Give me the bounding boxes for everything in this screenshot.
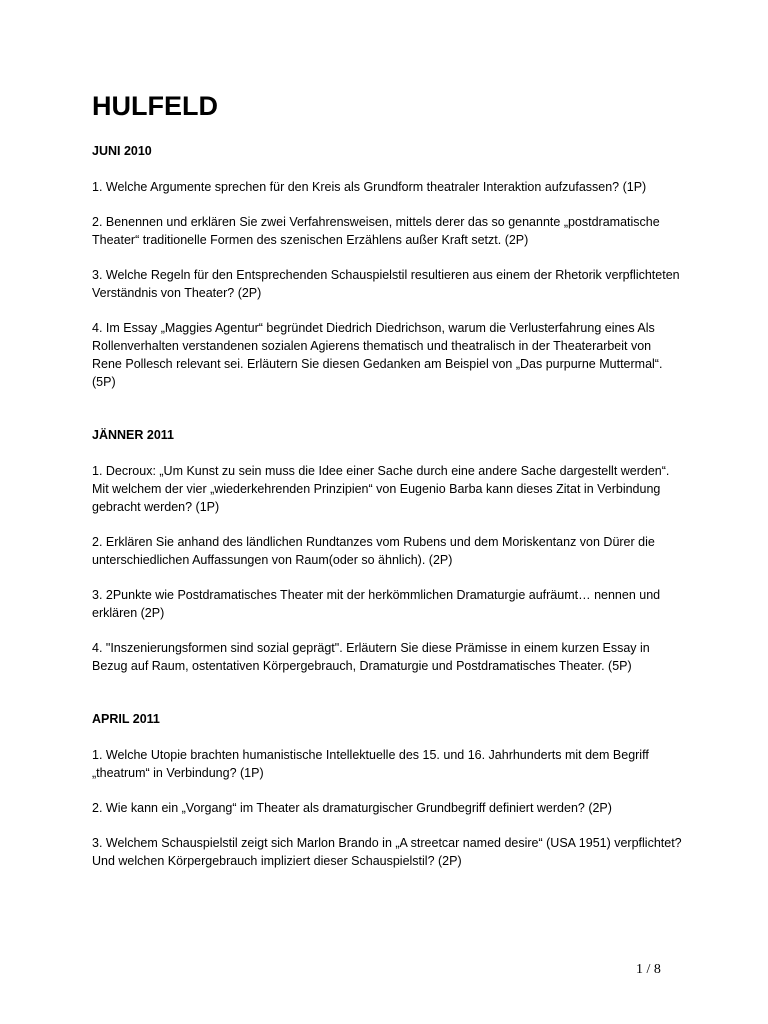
page-number: 1 / 8: [636, 962, 661, 977]
document-title: HULFELD: [92, 91, 218, 121]
question-item: 1. Welche Utopie brachten humanistische Intellektuelle des 15. und 16. Jahrhunderts mit dem Begriff „theatrum“ in Verbindung? (1P): [92, 748, 649, 780]
section-heading: JUNI 2010: [92, 144, 152, 158]
question-item: 3. 2Punkte wie Postdramatisches Theater mit der herkömmlichen Dramaturgie aufräumt… nennen und erklären (2P): [92, 588, 661, 620]
question-item: 1. Welche Argumente sprechen für den Kreis als Grundform theatraler Interaktion aufzufassen? (1P): [92, 180, 647, 194]
section-jaenner-2011: [92, 426, 682, 675]
section-heading: JÄNNER 2011: [92, 428, 174, 442]
question-item: 3. Welchem Schauspielstil zeigt sich Marlon Brando in „A streetcar named desire“ (USA 1951) verpflichtet? Und welchen Körpergebrauch impliziert dieser Schauspielstil? (2P): [92, 836, 682, 868]
question-item: 4. Im Essay „Maggies Agentur“ begründet Diedrich Diedrichson, warum die Verlusterfahrung eines Als Rollenverhalten verstandenen sozialen Agierens thematisch und theatralisch in der Theaterarbeit von Rene Pollesch relevant sei. Erläutern Sie diesen Gedanken am Beispiel von „Das purpurne Muttermal“. (5P): [92, 321, 663, 389]
section-heading: APRIL 2011: [92, 712, 160, 726]
question-item: 1. Decroux: „Um Kunst zu sein muss die Idee einer Sache durch eine andere Sache dargestellt werden“. Mit welchem der vier „wiederkehrenden Prinzipien“ von Eugenio Barba kann dieses Zitat in Verbindung gebracht werden? (1P): [92, 464, 670, 514]
document-page: [92, 88, 682, 905]
question-item: 4. "Inszenierungsformen sind sozial geprägt". Erläutern Sie diese Prämisse in einem kurzen Essay in Bezug auf Raum, ostentativen Körpergebrauch, Dramaturgie und Postdramatisches Theater. (5P): [92, 641, 650, 673]
question-item: 3. Welche Regeln für den Entsprechenden Schauspielstil resultieren aus einem der Rhetorik verpflichteten Verständnis von Theater? (2P): [92, 268, 680, 300]
question-item: 2. Wie kann ein „Vorgang“ im Theater als dramaturgischer Grundbegriff definiert werden? (2P): [92, 801, 612, 815]
question-item: 2. Benennen und erklären Sie zwei Verfahrensweisen, mittels derer das so genannte „postdramatische Theater“ traditionelle Formen des szenischen Erzählens außer Kraft setzt. (2P): [92, 215, 660, 247]
section-juni-2010: [92, 142, 682, 391]
question-item: 2. Erklären Sie anhand des ländlichen Rundtanzes vom Rubens und dem Moriskentanz von Dürer die unterschiedlichen Auffassungen von Raum(oder so ähnlich). (2P): [92, 535, 655, 567]
section-april-2011: [92, 710, 682, 870]
